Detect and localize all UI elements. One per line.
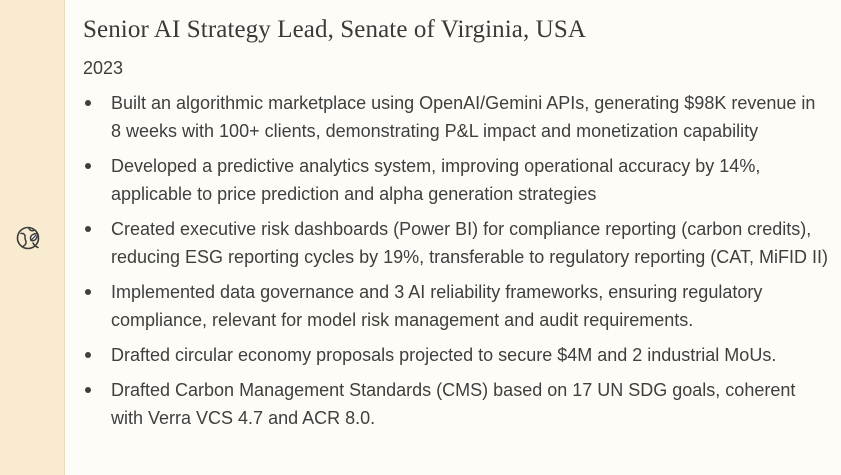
job-title: Senior AI Strategy Lead, Senate of Virginia, USA [83,16,586,43]
list-item [83,152,828,208]
list-item [83,278,828,334]
list-item-text: Created executive risk dashboards (Power BI) for compliance reporting (carbon credits), reducing ESG reporting cycles by 19%, transferable to regulatory reporting (CAT, MiFID II) [111,219,828,267]
list-item [83,376,828,432]
list-item-text: Built an algorithmic marketplace using OpenAI/Gemini APIs, generating $98K revenue in 8 weeks with 100+ clients, demonstrating P&L impact and monetization capability [111,93,816,141]
achievement-list [83,89,828,432]
bullet-icon [85,387,91,393]
bullet-icon [85,163,91,169]
bullet-icon [85,352,91,358]
bullet-icon [85,289,91,295]
list-item-text: Drafted circular economy proposals projected to secure $4M and 2 industrial MoUs. [111,345,777,365]
bullet-icon [85,100,91,106]
bullet-icon [85,226,91,232]
list-item-text: Implemented data governance and 3 AI reliability frameworks, ensuring regulatory compliance, relevant for model risk management and audit requirements. [111,282,763,330]
globe-leaf-icon [16,225,42,251]
list-item-text: Developed a predictive analytics system, improving operational accuracy by 14%, applicable to price prediction and alpha generation strategies [111,156,761,204]
list-item-text: Drafted Carbon Management Standards (CMS) based on 17 UN SDG goals, coherent with Verra VCS 4.7 and ACR 8.0. [111,380,796,428]
list-item [83,89,828,145]
list-item [83,341,828,369]
experience-entry [83,12,828,439]
list-item [83,215,828,271]
job-year: 2023 [83,58,124,78]
left-rail [0,0,65,475]
